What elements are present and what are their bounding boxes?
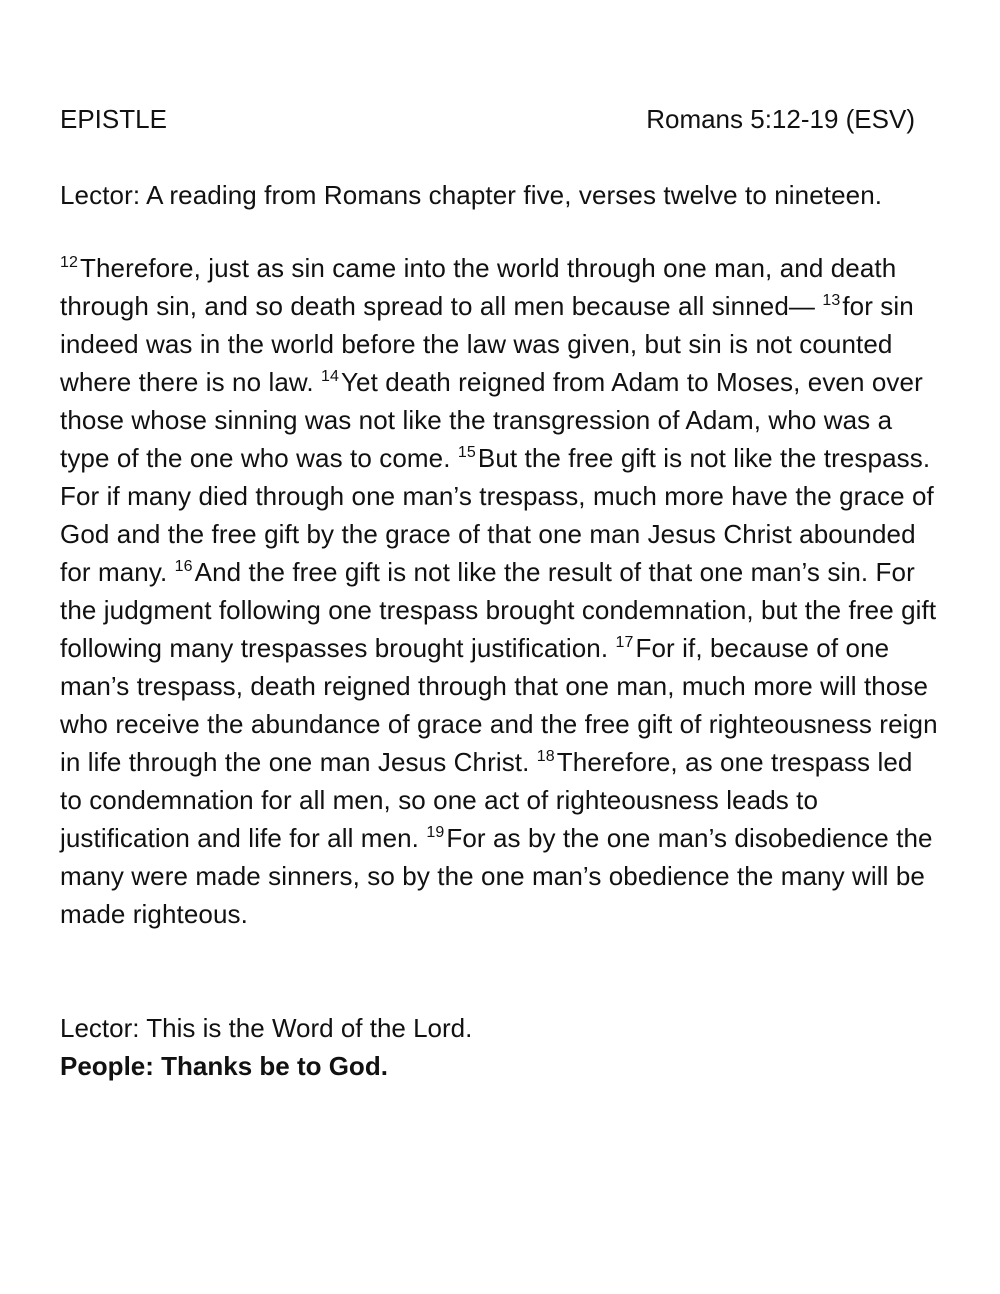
header-row: [60, 100, 915, 138]
lector-intro: Lector: A reading from Romans chapter five, verses twelve to nineteen.: [60, 180, 883, 210]
verse-number: 17: [615, 634, 634, 651]
verse-text: And the free gift is not like the result of that one man’s sin. For the judgment following one trespass brought condemnation, but the free gift following many trespasses brought justification.: [60, 557, 937, 663]
verse-text: Therefore, as one trespass led to condemnation for all men, so one act of righteousness leads to justification and life for all men.: [60, 747, 913, 853]
verse-number: 14: [321, 368, 339, 385]
verse-text: But the free gift is not like the trespass. For if many died through one man’s trespass, much more have the grace of God and the free gift by the grace of that one man Jesus Christ abounded for many.: [60, 443, 934, 587]
verse-number: 13: [822, 292, 841, 309]
verse-number: 16: [174, 558, 193, 575]
scripture-passage: [60, 249, 940, 933]
verse-text: Therefore, just as sin came into the world through one man, and death through sin, and so death spread to all men because all sinned—: [60, 253, 897, 321]
verse-number: 12: [60, 254, 78, 271]
document-page: [60, 100, 940, 1085]
verse-number: 19: [426, 824, 445, 841]
verse-text: For as by the one man’s disobedience the many were made sinners, so by the one man’s obedience the many will be made righteous.: [60, 823, 933, 929]
verse-number: 18: [536, 748, 555, 765]
verse-text: for sin indeed was in the world before the law was given, but sin is not counted where there is no law.: [60, 291, 914, 397]
scripture-reference: Romans 5:12-19 (ESV): [646, 104, 915, 134]
lector-closing: Lector: This is the Word of the Lord.: [60, 1013, 473, 1043]
verse-text: For if, because of one man’s trespass, death reigned through that one man, much more will those who receive the abundance of grace and the free gift of righteousness reign in life through the one man Jesus Christ.: [60, 633, 938, 777]
closing-responses: [60, 1009, 940, 1085]
verse-number: 15: [457, 444, 476, 461]
people-response: People: Thanks be to God.: [60, 1051, 388, 1081]
verse-text: Yet death reigned from Adam to Moses, even over those whose sinning was not like the transgression of Adam, who was a type of the one who was to come.: [60, 367, 923, 473]
section-label: EPISTLE: [60, 104, 167, 134]
